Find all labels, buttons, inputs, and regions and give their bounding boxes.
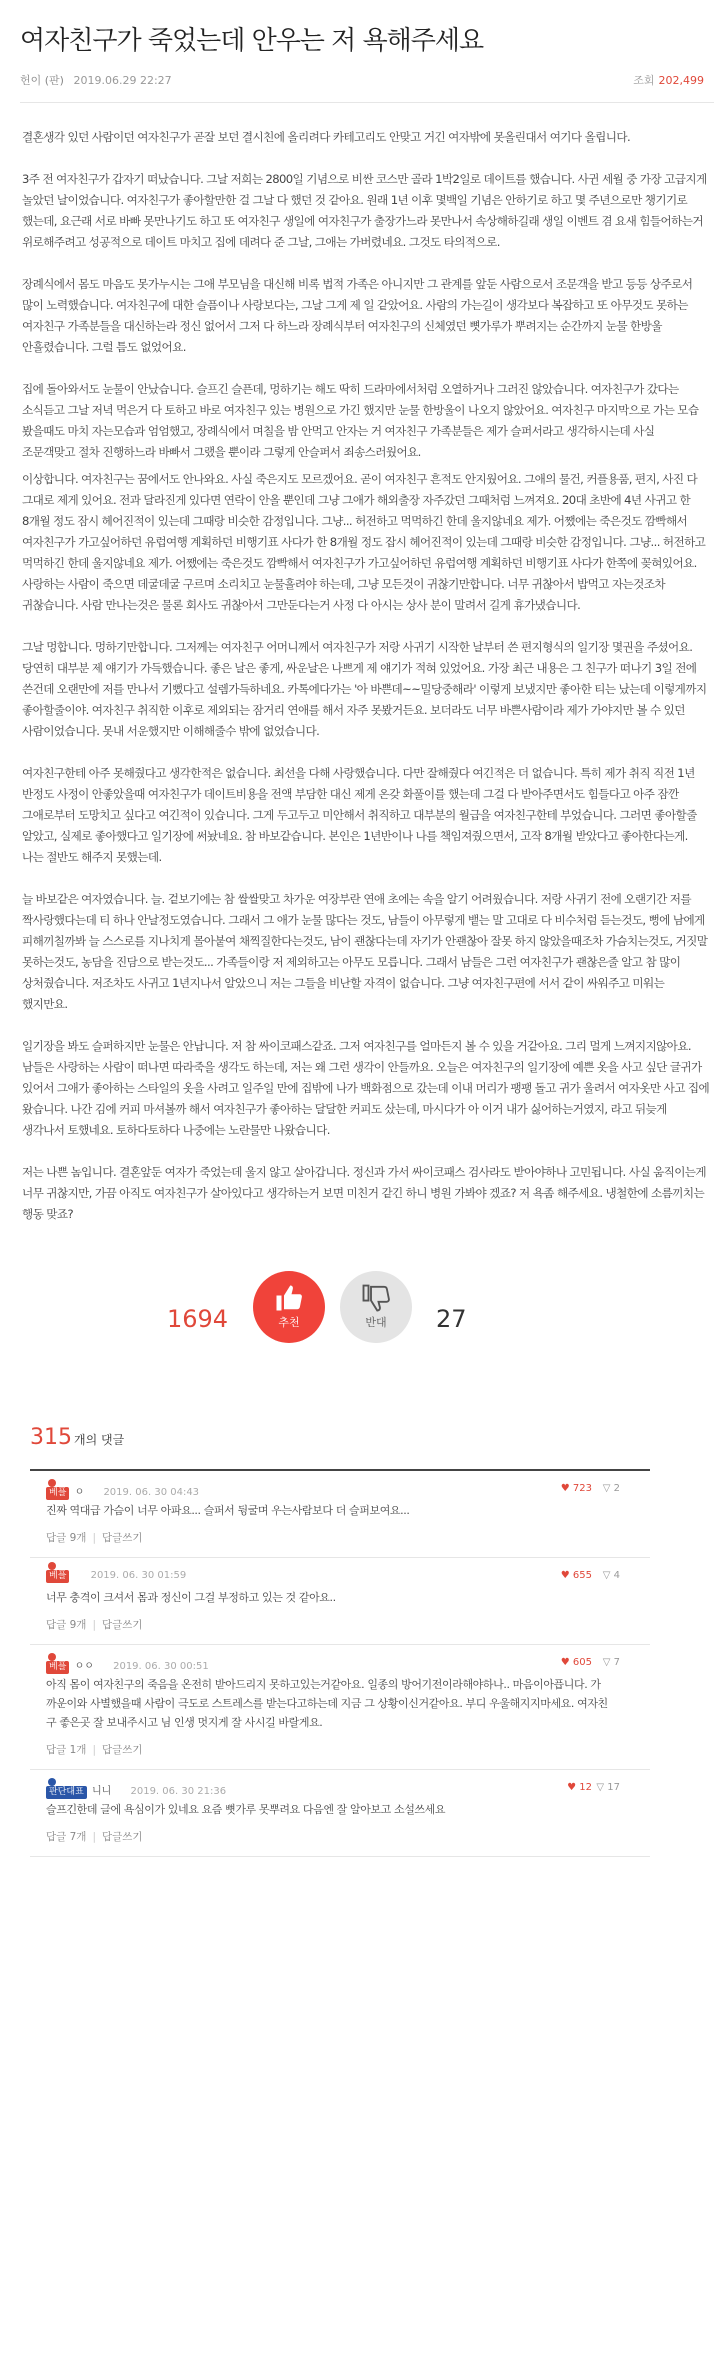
post-header	[0, 0, 722, 102]
reply-count-link[interactable]: 답글 7개	[46, 1831, 87, 1843]
comments-count-suffix: 개의 댓글	[74, 1433, 125, 1447]
comment-date: 2019. 06. 30 04:43	[103, 1487, 200, 1498]
post-title: 여자친구가 죽었는데 안우는 저 욕해주세요	[20, 26, 484, 56]
post-meta	[20, 72, 710, 102]
comments-section	[0, 1419, 722, 1857]
best-comment-badge: 베플	[46, 1487, 69, 1500]
comment-text: 진짜 역대급 가슴이 너무 아파요... 슬퍼서 뒹굴며 우는사람보다 더 슬퍼보여요...	[46, 1504, 410, 1517]
comment-nickname[interactable]: ㅇ	[74, 1487, 85, 1498]
comment-like-button[interactable]	[561, 1657, 592, 1668]
comment-dislike-count: 2	[613, 1483, 620, 1494]
comment-like-count: 723	[572, 1483, 592, 1494]
reply-count-link[interactable]: 답글 9개	[46, 1532, 87, 1544]
comment-like-count: 605	[572, 1657, 592, 1668]
write-reply-link[interactable]: 답글쓰기	[102, 1744, 143, 1756]
comment-dislike-count: 7	[613, 1657, 620, 1668]
thumbs-up-icon: ♥	[567, 1782, 580, 1793]
post-body	[0, 103, 722, 1225]
comments-header	[30, 1419, 712, 1469]
comment-like-count: 12	[579, 1782, 592, 1793]
thumbs-down-icon: ▽	[602, 1570, 614, 1581]
comment-like-button[interactable]	[567, 1782, 592, 1793]
vote-area	[0, 1249, 722, 1419]
comment-item: 베플 2019. 06. 30 01:59 ♥ 655 ▽ 4 너무 충격이 크셔서 몸과 정신이 그걸 부정하고 있는 것 같아요.. 답글 9개 | 답글쓰기	[30, 1558, 650, 1645]
best-comment-badge: 베플	[46, 1661, 69, 1674]
post-paragraph: 집에 돌아와서도 눈물이 안났습니다. 슬프긴 슬픈데, 멍하기는 해도 딱히 드라마에서처럼 오열하거나 그러진 않았습니다. 여자친구가 갔다는 소식듣고 그날 저녁 먹은거 다 토하고 바로 여자친구 있는 병원으로 가긴 했지만 눈물 한방울이 나오지 않았어요. 여자친구 마지막으로 가는 모습 봤을때도 마치 자는모습과 엄엄했고, 장례식에서 며칠을 밤 안먹고 안자는 거 여자친구 가족분들은 제가 슬퍼서라고 생각하시는데 사실 조문객맞고 절차 진행하느라 바빠서 그랬을 뿐이라 그렇게 안슬퍼서 죄송스러웠어요.	[22, 382, 699, 459]
reply-count-link[interactable]: 답글 9개	[46, 1619, 87, 1631]
post-paragraph: 여자친구한테 아주 못해줬다고 생각한적은 없습니다. 최선을 다해 사랑했습니다. 다만 잘해줬다 여긴적은 더 없습니다. 특히 제가 취직 직전 1년 반정도 사정이 안좋았을때 여자친구가 데이트비용을 전액 부담한 대신 제게 온갖 화풀이를 했는데 그걸 다 받아주면서도 힘들다고 아주 잠깐 그애로부터 도망치고 싶다고 여긴적이 있습니다. 그게 두고두고 미안해서 취직하고 대부분의 월급을 여자친구한테 부었습니다. 그러면 좋아할줄 알았고, 실제로 좋아했다고 일기장에 써놨네요. 참 바보같습니다. 본인은 1년반이나 나를 책임져줬으면서, 고작 8개월 받았다고 좋아한다는게. 나는 절반도 해주지 못했는데.	[22, 766, 697, 864]
comment-text: 슬프긴한데 글에 욕심이가 있네요 요즘 뼛가루 못뿌려요 다음엔 잘 알아보고 소설쓰세요	[46, 1803, 446, 1816]
write-reply-link[interactable]: 답글쓰기	[102, 1619, 143, 1631]
post-paragraph: 장례식에서 몸도 마음도 못가누시는 그애 부모님을 대신해 비록 법적 가족은 아니지만 그 관계를 앞둔 사람으로서 조문객을 받고 등등 상주로서 많이 노력했습니다. 여자친구에 대한 슬픔이나 사랑보다는, 그날 그게 제 일 같았어요. 사람의 가는길이 생각보다 복잡하고 또 아무것도 못하는 여자친구 가족분들을 대신하는라 정신 없어서 그저 다 하느라 장례식부터 여자친구의 신체였던 뼛가루가 뿌려지는 순간까지 눈물 한방울 안흘렸습니다. 그럴 틈도 없었어요.	[22, 277, 693, 354]
post-paragraph: 늘 바보같은 여자였습니다. 늘. 겉보기에는 참 쌀쌀맞고 차가운 여장부란 연애 초에는 속을 알기 어려웠습니다. 저랑 사귀기 전에 오랜기간 저를 짝사랑했다는데 티 하나 안날정도였습니다. 그래서 그 애가 눈물 많다는 것도, 남들이 아무렇게 뱉는 말 고대로 다 비수처럼 듣는것도, 뻥에 남에게 피해끼칠까봐 늘 스스로를 지나치게 몰아붙여 채찍질한다는것도, 남이 괜찮다는데 자기가 안괜찮아 잘못 하지 않았을때조차 가슴치는것도, 거짓말 못하는것도, 농담을 진담으로 받는것도... 가족들이랑 저 제외하고는 아무도 모릅니다. 그래서 남들은 그런 여자친구가 괜찮은줄 알고 참 많이 상처줬습니다. 저조차도 사귀고 1년지나서 알았으니 저는 그들을 비난할 자격이 없습니다. 그냥 여자친구편에 서서 같이 싸워주고 미워는 했지만요.	[22, 892, 708, 1011]
comment-date: 2019. 06. 30 21:36	[130, 1786, 227, 1797]
thumbs-down-icon: ▽	[602, 1657, 614, 1668]
downvote-label: 반대	[365, 1316, 387, 1329]
thumbs-down-icon: ▽	[596, 1782, 608, 1793]
views-label: 조회	[633, 74, 655, 87]
comment-nickname[interactable]: 니니	[91, 1786, 112, 1797]
downvote-button[interactable]	[340, 1271, 412, 1343]
write-reply-link[interactable]: 답글쓰기	[102, 1532, 143, 1544]
downvote-count: 27	[436, 1305, 467, 1333]
thumbs-up-icon: ♥	[560, 1483, 573, 1494]
comment-date: 2019. 06. 30 00:51	[113, 1661, 209, 1672]
comment-dislike-button[interactable]	[603, 1483, 620, 1494]
talker-badge: 판단대표	[46, 1786, 87, 1799]
comment-dislike-count: 4	[613, 1570, 620, 1581]
post-date: 2019.06.29 22:27	[73, 74, 172, 87]
post-paragraph: 저는 나쁜 놈입니다. 결혼앞둔 여자가 죽었는데 울지 않고 살아갑니다. 정신과 가서 싸이코패스 검사라도 받아야하나 고민됩니다. 사실 움직이는게 너무 귀찮지만, 가끔 아직도 여자친구가 살아있다고 생각하는거 보면 미친거 같긴 하니 병원 가봐야 겠죠? 저 욕좀 해주세요. 냉철한에 소름끼치는 행동 맞죠?	[22, 1165, 706, 1221]
thumbs-up-icon	[274, 1283, 304, 1313]
upvote-count: 1694	[167, 1305, 229, 1333]
thumbs-up-icon: ♥	[560, 1657, 573, 1668]
comment-item: 베플 ㅇ 2019. 06. 30 04:43 ♥ 723 ▽ 2 진짜 역대급 가슴이 너무 아파요... 슬퍼서 뒹굴며 우는사람보다 더 슬퍼보여요... 답글 9개 | 답글쓰기	[30, 1471, 650, 1558]
comment-text: 너무 충격이 크셔서 몸과 정신이 그걸 부정하고 있는 것 같아요..	[46, 1591, 336, 1604]
views-count: 202,499	[658, 74, 704, 87]
comments-count: 315	[30, 1425, 72, 1450]
post-paragraph: 일기장을 봐도 슬퍼하지만 눈물은 안납니다. 저 참 싸이코패스같죠. 그저 여자친구를 얼마든지 볼 수 있을 거같아요. 그리 멀게 느껴지지않아요. 남들은 사랑하는 사람이 떠나면 따라죽을 생각도 하는데, 저는 왜 그런 생각이 안들까요. 오늘은 여자친구의 일기장에 예쁜 옷을 사고 싶단 글귀가 있어서 그애가 좋아하는 스타일의 옷을 사려고 일주일 만에 집밖에 나가 백화점으로 갔는데 이내 머리가 팽팽 돌고 귀가 울려서 여자옷만 사고 집에 왔습니다. 나간 김에 커피 마셔볼까 해서 여자친구가 좋아하는 달달한 커피도 샀는데, 마시다가 아 이거 내가 싫어하는거였지, 라고 뒤늦게 생각나서 토했네요. 토하다토하다 나중에는 노란물만 나왔습니다.	[22, 1039, 710, 1137]
upvote-button[interactable]	[253, 1271, 325, 1343]
reply-count-link[interactable]: 답글 1개	[46, 1744, 87, 1756]
upvote-label: 추천	[278, 1316, 300, 1329]
comment-date: 2019. 06. 30 01:59	[90, 1570, 187, 1581]
post-views	[633, 72, 704, 88]
comment-item: 베플 ㅇㅇ 2019. 06. 30 00:51 ♥ 605 ▽ 7 아직 몸이 여자친구의 죽음을 온전히 받아드리지 못하고있는거같아요. 일종의 방어기전이라해야하나.. 마음이아픕니다. 가까운이와 사별했을때 사람이 극도로 스트레스를 받는다고하는데 지금 그 상황이신거같아요. 부디 우울해지지마세요. 여자친구 좋은곳 잘 보내주시고 님 인생 멋지게 잘 사시길 바랄게요. 답글 1개 | 답글쓰기	[30, 1645, 650, 1770]
thumbs-down-icon: ▽	[602, 1483, 614, 1494]
comment-dislike-count: 17	[607, 1782, 620, 1793]
post-paragraph: 이상합니다. 여자친구는 꿈에서도 안나와요. 사실 죽은지도 모르겠어요. 곧이 여자친구 흔적도 안지웠어요. 그애의 물건, 커플용품, 편지, 사진 다 그대로 제게 있어요. 전과 달라진게 있다면 연락이 안올 뿐인데 그냥 그애가 해외출장 자주갔던 그때처럼 느껴져요. 20대 초반에 4년 사귀고 한 8개월 정도 잠시 헤어진적이 있는데 그때랑 비슷한 감정입니다. 그냥... 허전하고 먹먹하긴 한데 울지않네요 제가. 어쨌에는 죽은것도 깜빡해서 여자친구가 가고싶어하던 유럽여행 계획하던 비행기표 사다가 한 8개월 정도 잡시 헤어진적이 있는데 그때랑 비슷한 감정입니다. 그냥... 허전하고 먹먹하긴 한데 울지않네요 제가. 어쨌에는 죽은것도 깜빡해서 여자친구가 가고싶어하던 유럽여행 계획하던 비행기표 사다가 한쪽에 꽂혀있어요. 사랑하는 사람이 죽으면 데굴데굴 구르며 소리치고 눈물흘려야 하는데, 그냥 모든것이 귀찮기만합니다. 너무 귀찮아서 밥먹고 자는것조차 귀찮습니다. 사람 만나는것은 물론 회사도 귀찮아서 그만둔다는거 사정 다 아시는 상사 분이 말려서 길게 휴가냈습니다.	[22, 472, 706, 612]
write-reply-link[interactable]: 답글쓰기	[102, 1831, 143, 1843]
thumbs-up-icon: ♥	[560, 1570, 573, 1581]
comment-nickname[interactable]: ㅇㅇ	[74, 1661, 94, 1672]
thumbs-down-icon	[361, 1283, 391, 1313]
comment-like-button[interactable]	[561, 1483, 592, 1494]
comment-text: 아직 몸이 여자친구의 죽음을 온전히 받아드리지 못하고있는거같아요. 일종의 방어기전이라해야하나.. 마음이아픕니다. 가까운이와 사별했을때 사람이 극도로 스트레스를 받는다고하는데 지금 그 상황이신거같아요. 부디 우울해지지마세요. 여자친구 좋은곳 잘 보내주시고 님 인생 멋지게 잘 사시길 바랄게요.	[46, 1678, 608, 1729]
best-comment-badge: 베플	[46, 1570, 69, 1583]
post-paragraph: 그날 멍합니다. 멍하기만합니다. 그저께는 여자친구 어머니께서 여자친구가 저랑 사귀기 시작한 날부터 쓴 편지형식의 일기장 몇권을 주셨어요. 당연히 대부분 제 얘기가 가득했습니다. 좋은 날은 좋게, 싸운날은 나쁘게 제 얘기가 적혀 있었어요. 가장 최근 내용은 그 친구가 떠나기 3일 전에 쓴건데 오랜만에 저를 만나서 기뻤다고 설렘가득하네요. 카톡에다가는 '아 바쁜데~~밀당중해라' 이렇게 보냈지만 좋아한 티는 났는데 이렇게까지 좋아할줄이야. 여자친구 취직한 이후로 제외되는 잠거리 연애를 해서 자주 못봤거든요. 보더라도 너무 바쁜사람이라 제가 가야지만 볼 수 있던 사람이었습니다. 못내 서운했지만 이해해줄수 밖에 없었습니다.	[22, 640, 707, 738]
comment-like-button[interactable]	[561, 1570, 592, 1581]
comment-like-count: 655	[572, 1570, 592, 1581]
comment-dislike-button[interactable]	[603, 1570, 620, 1581]
post-author[interactable]: 헌이 (판)	[20, 74, 64, 87]
comment-dislike-button[interactable]	[596, 1782, 620, 1793]
post-paragraph: 3주 전 여자친구가 갑자기 떠났습니다. 그날 저희는 2800일 기념으로 비싼 코스만 골라 1박2일로 데이트를 했습니다. 사귄 세월 중 가장 고급지게 놀았던 날이었습니다. 여자친구가 좋아할만한 걸 그날 다 했던 것 같아요. 원래 1년 이후 몇백일 기념은 안하기로 하고 몇 주년으로만 챙기기로 했는데, 요근래 서로 바빠 못만나기도 하고 또 여자친구 생일에 여자친구가 출장가느라 못만나서 속상해하길래 생일 이벤트 겸 요새 힘들어하는거 위로해주려고 성공적으로 데이트 마치고 집에 데려다 준 그날, 그애는 가버렸네요. 그것도 타의적으로.	[22, 172, 707, 249]
comment-dislike-button[interactable]	[603, 1657, 620, 1668]
comment-item: 판단대표 니니 2019. 06. 30 21:36 ♥ 12 ▽ 17 슬프긴한데 글에 욕심이가 있네요 요즘 뼛가루 못뿌려요 다음엔 잘 알아보고 소설쓰세요 답글 7개 | 답글쓰기	[30, 1770, 650, 1857]
post-paragraph: 결혼생각 있던 사람이던 여자친구가 곧잘 보던 결시친에 올리려다 카테고리도 안맞고 거긴 여자밖에 못올린대서 여기다 올립니다.	[22, 130, 631, 144]
